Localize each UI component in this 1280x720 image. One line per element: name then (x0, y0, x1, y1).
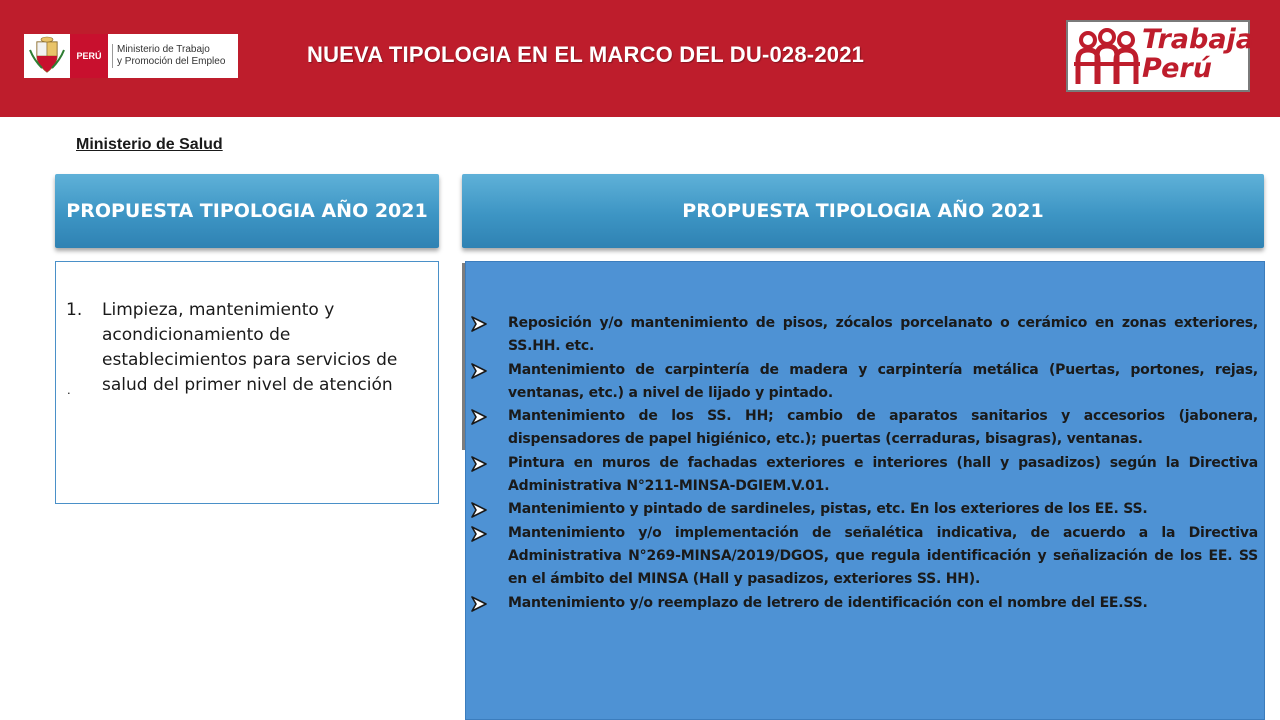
right-panel-header: PROPUESTA TIPOLOGIA AÑO 2021 (462, 174, 1264, 248)
list-item (470, 522, 1258, 592)
left-list-item (66, 298, 436, 398)
page-title: NUEVA TIPOLOGIA EN EL MARCO DEL DU-028-2021 (307, 42, 865, 67)
list-item-text: Mantenimiento y pintado de sardineles, pistas, etc. En los exteriores de los EE. SS. (508, 501, 1148, 518)
peru-badge: PERÚ (70, 34, 108, 78)
list-item (470, 592, 1258, 615)
arrow-bullet-icon (470, 526, 488, 542)
list-item (470, 312, 1258, 359)
dot-marker: . (67, 382, 71, 397)
list-item-text: Mantenimiento de carpintería de madera y carpintería metálica (Puertas, portones, rejas, ventanas, etc.) a nivel de lijado y pintado. (508, 361, 1258, 401)
list-item (470, 405, 1258, 452)
arrow-bullet-icon (470, 409, 488, 425)
arrow-bullet-icon (470, 363, 488, 379)
list-item (470, 498, 1258, 521)
arrow-bullet-icon (470, 316, 488, 332)
right-panel-box (465, 261, 1265, 720)
trabaja-peru-logo (1066, 20, 1255, 92)
list-item-text: Mantenimiento de los SS. HH; cambio de aparatos sanitarios y accesorios (jabonera, dispensadores de papel higiénico, etc.); puertas (cerraduras, bisagras), ventanas. (508, 408, 1258, 448)
section-label: Ministerio de Salud (76, 136, 223, 153)
list-item-text: Reposición y/o mantenimiento de pisos, zócalos porcelanato o cerámico en zonas exteriores, SS.HH. etc. (508, 315, 1258, 355)
arrow-bullet-icon (470, 502, 488, 518)
people-icon (1074, 26, 1140, 88)
arrow-bullet-icon (470, 596, 488, 612)
activity-list (470, 312, 1258, 615)
trabaja-peru-wordmark (1142, 25, 1254, 83)
logo-line-2: Perú (1142, 53, 1212, 84)
list-item (470, 359, 1258, 406)
ministry-line-1: Ministerio de Trabajo (117, 44, 210, 55)
header-bar (0, 0, 1280, 117)
list-item-text: Mantenimiento y/o implementación de señalética indicativa, de acuerdo a la Directiva Administrativa N°269-MINSA/2019/DGOS, que regula identificación y señalización de los EE. SS en el ámbito del MINSA (Hall y pasadizos, exteriores SS. HH). (508, 524, 1258, 588)
left-panel-header: PROPUESTA TIPOLOGIA AÑO 2021 (55, 174, 439, 248)
item-text: Limpieza, mantenimiento y acondicionamiento de establecimientos para servicios de salud del primer nivel de atención (102, 300, 398, 395)
coat-of-arms-icon (28, 36, 66, 76)
item-number: 1. (66, 300, 83, 320)
logo-line-1: Trabaja (1142, 24, 1255, 55)
list-item (470, 452, 1258, 499)
list-item-text: Pintura en muros de fachadas exteriores e interiores (hall y pasadizos) según la Directiva Administrativa N°211-MINSA-DGIEM.V.01. (508, 454, 1258, 495)
left-panel-box (55, 261, 439, 504)
arrow-bullet-icon (470, 456, 488, 472)
ministry-logo (24, 34, 238, 78)
list-item-text: Mantenimiento y/o reemplazo de letrero de identificación con el nombre del EE.SS. (508, 594, 1148, 611)
ministry-name (112, 44, 225, 68)
ministry-line-2: y Promoción del Empleo (117, 56, 226, 67)
